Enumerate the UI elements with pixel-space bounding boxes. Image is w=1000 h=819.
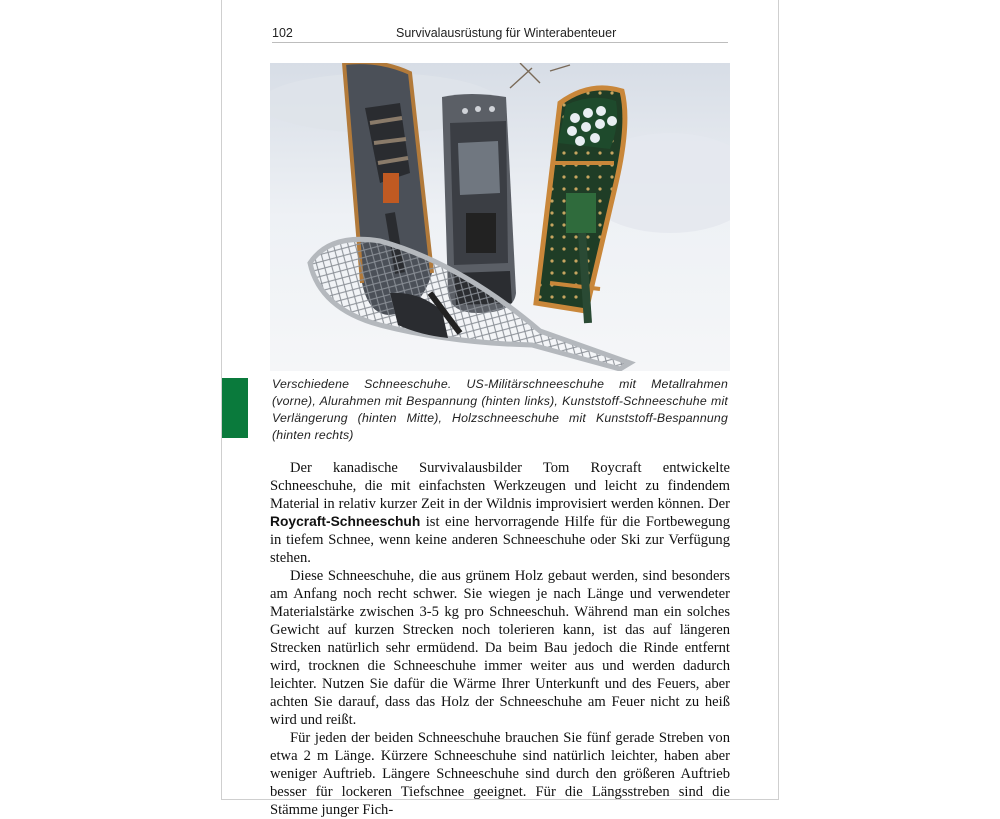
- book-page: [221, 0, 779, 818]
- bold-term: Roycraft-Schneeschuh: [270, 514, 421, 529]
- chapter-color-tab: [222, 378, 248, 438]
- photo-caption: Verschiedene Schneeschuhe. US-Militärschneeschuhe mit Metallrahmen (vorne), Alurahmen mit Bespannung (hinten links), Kunststoff-Schneeschuhe mit Verlängerung (hinten Mitte), Holzschneeschuhe mit Kunststoff-Bespannung (hinten rechts): [272, 377, 728, 442]
- page-number: 102: [272, 26, 293, 40]
- running-title: Survivalausrüstung für Winterabenteuer: [396, 26, 617, 40]
- body-text: [270, 459, 730, 819]
- paragraph: Der kanadische Survivalausbilder Tom Roycraft entwickelte Schneeschuhe, die mit einfachsten Werkzeugen und leicht zu findendem Material in relativ kurzer Zeit in der Wildnis improvisiert werden können. Der Roycraft-Schneeschuh ist eine hervorragende Hilfe für die Fortbewegung in tiefem Schnee, wenn keine anderen Schneeschuhe oder Ski zur Verfügung stehen.: [270, 460, 730, 566]
- paragraph: Diese Schneeschuhe, die aus grünem Holz gebaut werden, sind besonders am Anfang noch recht schwer. Sie wiegen je nach Länge und verwendeter Materialstärke zwischen 3-5 kg pro Schneeschuh. Während man ein solches Gewicht auf kurzen Strecken noch tolerieren kann, ist das auf längeren Strecken natürlich sehr ermüdend. Da beim Bau jedoch die Rinde entfernt wird, trocknen die Schneeschuhe immer weiter aus und werden dadurch leichter. Nutzen Sie dafür die Wärme Ihrer Unterkunft und des Feuers, aber achten Sie darauf, dass das Holz der Schneeschuhe am Feuer nicht zu heiß wird und reißt.: [270, 568, 730, 728]
- paragraph: Für jeden der beiden Schneeschuhe brauchen Sie fünf gerade Streben von etwa 2 m Länge. Kürzere Schneeschuhe sind natürlich leichter, haben aber weniger Auftrieb. Längere Schneeschuhe sind durch den größeren Auftrieb besser für lockeren Tiefschnee geeignet. Für die Längsstreben sind die Stämme junger Fich-: [270, 730, 730, 818]
- running-header: [272, 26, 728, 43]
- snowshoes-photo: [270, 63, 730, 371]
